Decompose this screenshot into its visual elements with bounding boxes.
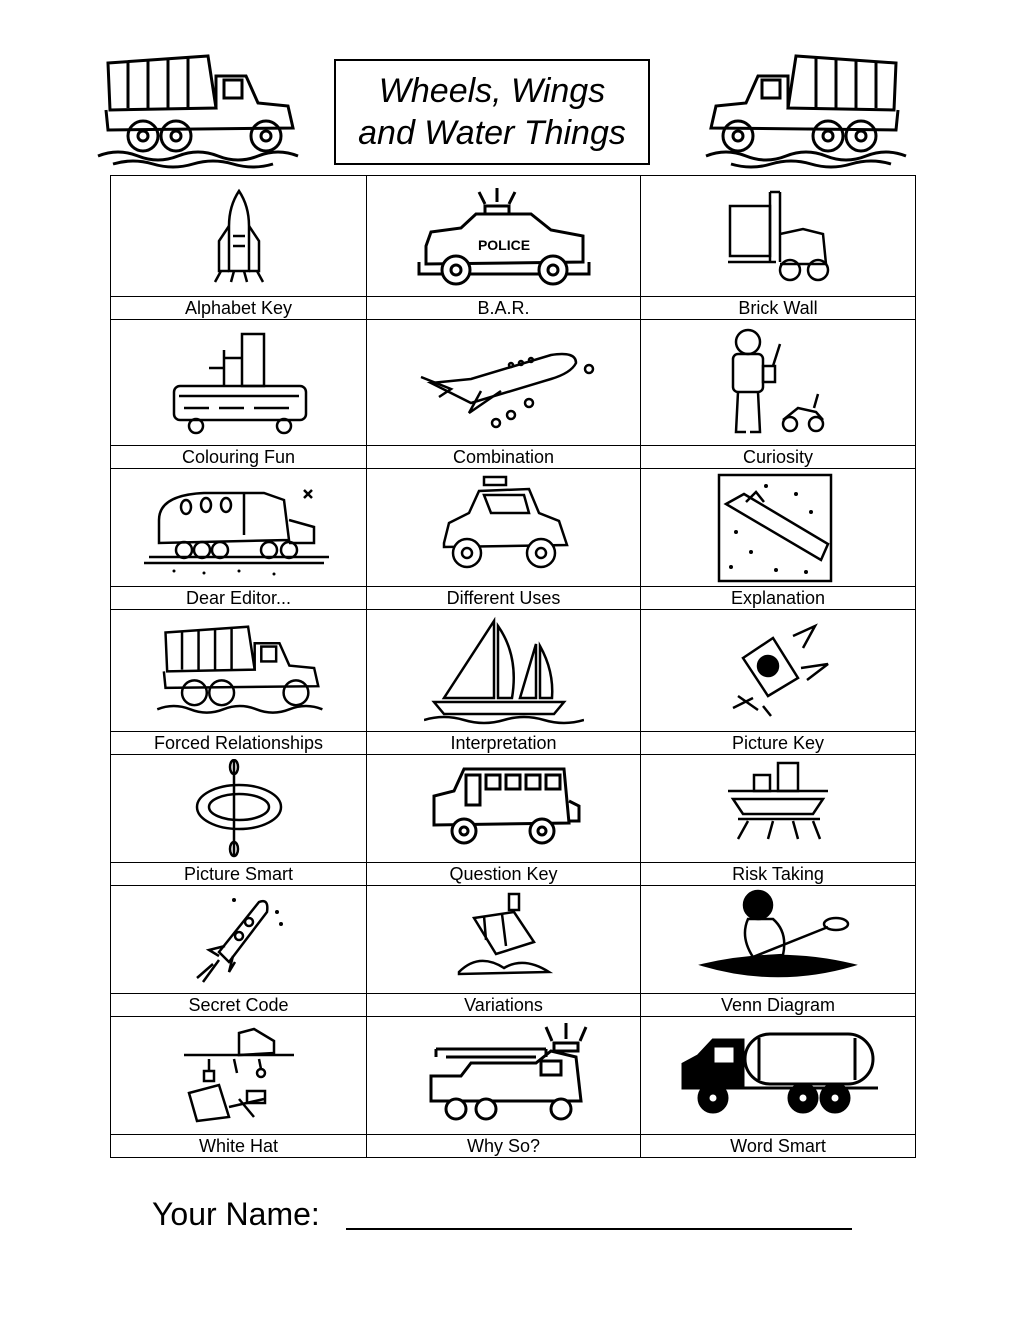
cell-label: Different Uses — [367, 587, 641, 610]
cell-label: Picture Key — [641, 732, 916, 755]
cell-label: Colouring Fun — [111, 446, 367, 469]
grid-cell — [641, 176, 916, 297]
cell-label: White Hat — [111, 1135, 367, 1158]
boy-remote-car-icon — [718, 324, 838, 442]
cell-label: B.A.R. — [367, 297, 641, 320]
cell-label: Combination — [367, 446, 641, 469]
grid-cell — [641, 1017, 916, 1135]
space-shuttle-icon — [199, 186, 279, 286]
grid-cell — [367, 176, 641, 297]
hovercraft-icon — [718, 759, 838, 859]
army-truck-icon — [149, 618, 329, 723]
activity-grid — [110, 175, 916, 1158]
grid-cell — [111, 469, 367, 587]
cell-label: Alphabet Key — [111, 297, 367, 320]
name-blank-line[interactable] — [346, 1228, 852, 1230]
grid-cell — [367, 886, 641, 994]
ferry-boat-icon — [164, 328, 314, 438]
page-title — [334, 59, 650, 165]
cell-label: Picture Smart — [111, 863, 367, 886]
title-line-1: Wheels, Wings — [378, 72, 606, 110]
cell-label: Word Smart — [641, 1135, 916, 1158]
rocket-icon — [189, 890, 289, 990]
grid-cell — [641, 610, 916, 732]
army-truck-icon — [698, 48, 916, 170]
taxi-icon — [429, 473, 579, 583]
cell-label: Dear Editor... — [111, 587, 367, 610]
crashed-plane-icon — [723, 618, 833, 723]
cell-label: Why So? — [367, 1135, 641, 1158]
forklift-icon — [718, 184, 838, 289]
steam-train-icon — [144, 475, 334, 580]
grid-cell — [641, 320, 916, 446]
police-car-icon — [411, 184, 596, 289]
cell-label: Variations — [367, 994, 641, 1017]
ship-icon — [716, 472, 841, 584]
tanker-truck-icon — [673, 1026, 883, 1126]
grid-cell — [367, 320, 641, 446]
grid-cell — [111, 176, 367, 297]
grid-cell — [641, 469, 916, 587]
cell-label: Forced Relationships — [111, 732, 367, 755]
grid-cell — [111, 755, 367, 863]
your-name-label: Your Name: — [152, 1196, 320, 1232]
sailboats-icon — [424, 616, 584, 726]
cell-label: Explanation — [641, 587, 916, 610]
cell-label: Secret Code — [111, 994, 367, 1017]
grid-cell — [641, 755, 916, 863]
kayaker-icon — [698, 887, 858, 992]
fire-truck-icon — [416, 1021, 591, 1131]
cell-label: Risk Taking — [641, 863, 916, 886]
grid-cell — [367, 469, 641, 587]
grid-cell — [111, 1017, 367, 1135]
police-text: POLICE — [477, 236, 531, 253]
grid-cell — [641, 886, 916, 994]
army-truck-icon — [88, 48, 306, 170]
airplane-icon — [411, 333, 596, 433]
grid-cell — [367, 1017, 641, 1135]
grid-cell — [111, 320, 367, 446]
cell-label: Venn Diagram — [641, 994, 916, 1017]
grid-cell — [111, 886, 367, 994]
plane-drop-icon — [179, 1021, 299, 1131]
steamship-icon — [454, 890, 554, 990]
grid-cell — [367, 755, 641, 863]
cell-label: Brick Wall — [641, 297, 916, 320]
title-line-2: and Water Things — [358, 114, 626, 152]
grid-cell — [111, 610, 367, 732]
grid-cell — [367, 610, 641, 732]
cell-label: Question Key — [367, 863, 641, 886]
rubber-raft-icon — [189, 759, 289, 859]
cell-label: Interpretation — [367, 732, 641, 755]
cell-label: Curiosity — [641, 446, 916, 469]
bus-icon — [424, 761, 584, 856]
